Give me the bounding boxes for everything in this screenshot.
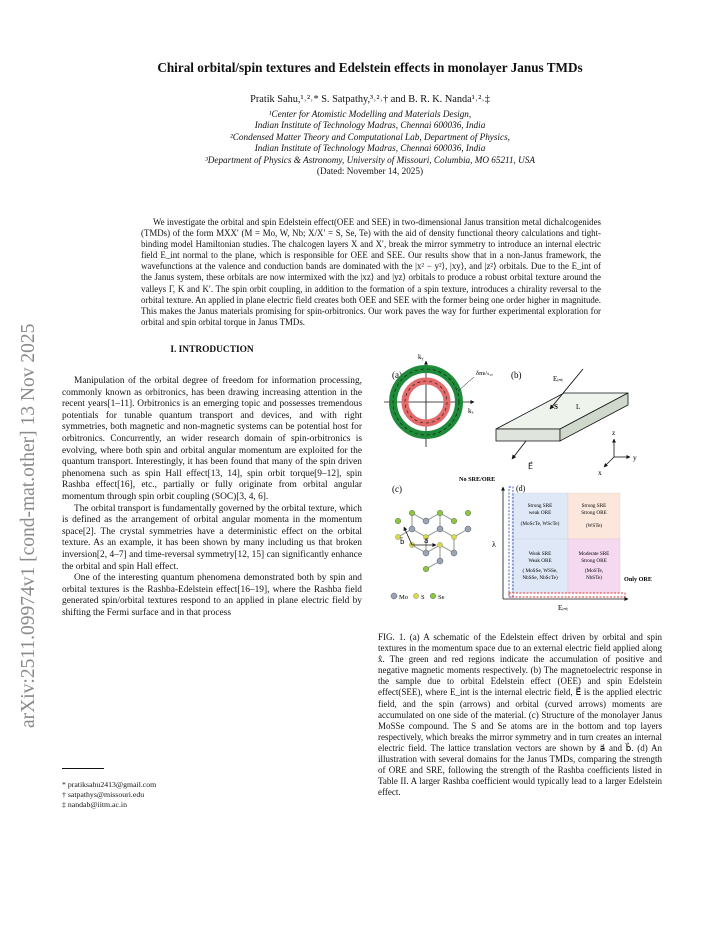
abstract: We investigate the orbital and spin Edelstein effect(OEE and SEE) in two-dimensional Janus transition metal dichalcogenides (TMDs) of the form MXX′ (M = Mo, W, Nb; X/X′ = S, Se, Te) with the aid of density functional theory calculations and tight-binding model Hamiltonian studies. The chalcogen layers X and X′, break the mirror symmetry to introduce an internal electric field E_int normal to the plane, which is responsible for OEE and SEE. Our results show that in a non-Janus framework, the wavefunctions at the valence and conduction bands are dominated with the |x² − y²⟩, |xy⟩, and |z²⟩ orbitals. Due to the E_int of the Janus system, these orbitals are now intermixed with the |xz⟩ and |yz⟩ orbitals to produce a robust orbital texture around the valleys Γ, K and K′. The spin orbit coupling, in addition to the formation of a spin texture, introduces a chirality reversal to the orbital texture. An applied in plane electric field creates both OEE and SEE with the former being one order higher in magnitude. This makes the Janus materials promising for spin-orbitronics. Our work paves the way for further experimental exploration for orbital and spin orbital torque in Janus TMDs. xyxy=(141,217,601,327)
author-list: Pratik Sahu,¹˒²˒* S. Satpathy,³˒²˒† and B. R. K. Nanda¹˒²˒‡ xyxy=(250,94,490,105)
lambda-axis: λ xyxy=(492,540,496,549)
axis-y: y xyxy=(633,453,637,462)
section-heading: I. INTRODUCTION xyxy=(170,345,254,355)
paper-title: Chiral orbital/spin textures and Edelstein effects in monolayer Janus TMDs xyxy=(157,60,583,75)
footnote: * pratiksahu2413@gmail.com xyxy=(62,780,157,789)
applied-field-label: E⃗ xyxy=(528,462,534,471)
cell-bl-line: NbSSe, NbScTe) xyxy=(522,575,558,581)
figure-1 xyxy=(378,347,662,612)
spin-label: S xyxy=(554,403,558,411)
affiliations xyxy=(70,109,670,177)
dm-label: δmₗ/ₛ,ₓ xyxy=(476,370,493,377)
cell-tl-line: (MoScTe, WScTe) xyxy=(520,521,560,527)
axis-x: x xyxy=(598,468,602,477)
cell-br-line: Strong ORE xyxy=(581,558,607,564)
paragraph: One of the interesting quantum phenomena demonstrated both by spin and orbital textures is the Rashba-Edelstein effect[16–19], where the Rashba field generated spin/orbital textures respond to an applied in plane electric field by shifting the Fermi surface and in that process xyxy=(62,573,362,618)
only-ore-label: Only ORE xyxy=(624,576,653,583)
panel-b-slab xyxy=(496,369,637,477)
no-sre-label: No SRE/ORE xyxy=(459,476,496,483)
cell-br-line: Moderate SRE xyxy=(578,551,610,557)
affiliation-line: ³Department of Physics & Astronomy, University of Missouri, Columbia, MO 65211, USA xyxy=(205,154,535,165)
cell-tr-line: Strong ORE xyxy=(581,510,607,516)
panel-c-label: (c) xyxy=(392,484,402,494)
vector-b: b⃗ xyxy=(400,538,405,546)
orbital-label: L xyxy=(576,403,581,411)
affiliation-line: Indian Institute of Technology Madras, Chennai 600036, India xyxy=(254,120,486,131)
cell-tl-line: Strong SRE xyxy=(527,503,553,509)
footnote: ‡ nandab@iitm.ac.in xyxy=(62,800,127,810)
cell-tr-line: Strong SRE xyxy=(581,503,607,509)
footnote: † satpathys@missouri.edu xyxy=(62,790,145,800)
kx-label: kₓ xyxy=(468,407,474,415)
footnote-rule xyxy=(62,768,104,769)
paragraph: Manipulation of the orbital degree of freedom for information processing, commonly known as orbitronics, has been drawing increasing attention in the recent years[1–11]. Orbitronics is an emerging topic and possesses tremendous potentials for tunable quantum transport and devices, and with right symmetries, both magnetic and non-magnetic systems can be potential host for orbitronics. Concurrently, an wider research domain of spin-orbitronics is evolving, where both spin and orbital angular momentum are exploited for the quantum transport. Interestingly, it has been found that many of the spin driven phenomena such as spin Hall effect[13, 14], spin orbit torque[9–12], spin Rashba effect[16], etc., partially or fully originate from orbital angular momentum through spin orbit coupling (SOC)[3, 4, 6]. xyxy=(62,376,362,502)
vector-a: a⃗ xyxy=(424,537,429,545)
dated-line: (Dated: November 14, 2025) xyxy=(316,166,424,177)
arxiv-id: arXiv:2511.09974v1 [cond-mat.other] 13 Nov 2025 xyxy=(18,323,39,728)
footnotes xyxy=(62,780,362,811)
legend-s: S xyxy=(421,594,425,601)
eint-label: Eᵢₙₜ xyxy=(553,375,564,383)
cell-br-line: (MoSTe, xyxy=(584,568,604,574)
axis-z: z xyxy=(612,428,616,437)
cell-bl-line: Weak SRE xyxy=(528,551,552,557)
introduction-body xyxy=(62,376,362,619)
cell-br-line: NbSTe) xyxy=(585,575,603,581)
arxiv-stamp xyxy=(6,300,46,730)
legend-mo: Mo xyxy=(399,594,409,601)
affiliation-line: Indian Institute of Technology Madras, Chennai 600036, India xyxy=(254,143,486,154)
panel-d-label: (d) xyxy=(516,484,526,493)
panel-b-label: (b) xyxy=(511,370,522,380)
affiliation-line: ²Condensed Matter Theory and Computational Lab, Department of Physics, xyxy=(230,131,510,142)
legend-se: Se xyxy=(438,594,445,601)
panel-a-label: (a) xyxy=(392,370,402,380)
cell-tr-line: (WSTe) xyxy=(585,523,603,529)
panel-c-lattice xyxy=(391,484,471,601)
figure-caption: FIG. 1. (a) A schematic of the Edelstein effect driven by orbital and spin textures in the momentum space due to an external electric field applied along x̂. The green and red regions indicate the accumulation of positive and negative magnetic moments respectively. (b) The magnetoelectric response in the sample due to orbital Edelstein effect (OEE) and spin Edelstein effect(SEE), where E_int is the internal electric field, E⃗ is the applied electric field, and the spin (arrows) and orbital (curved arrows) moments are accumulated on one side of the material. (c) Structure of the monolayer Janus MoSSe compound. The S and Se atoms are in the bottom and top layers respectively, which breaks the mirror symmetry and in turn creates an internal electric field. The lattice translation vectors are shown by a⃗ and b⃗. (d) An illustration with several domains for the Janus TMDs, comparing the strength of ORE and SRE, following the strength of the Rashba coefficients listed in Table II. A larger Rashba coefficient would typically lead to a larger Edelstein effect. xyxy=(378,632,662,798)
ky-label: kᵧ xyxy=(418,353,424,361)
panel-d-domains xyxy=(459,476,652,612)
cell-tl-line: weak ORE xyxy=(528,510,552,516)
cell-bl-line: ( MoSSe, WSSe, xyxy=(522,568,558,574)
affiliation-line: ¹Center for Atomistic Modelling and Materials Design, xyxy=(268,109,472,119)
eint-axis: Eᵢₙₜ xyxy=(558,604,569,612)
cell-bl-line: Weak ORE xyxy=(528,558,552,564)
panel-a-texture xyxy=(384,353,493,447)
paragraph: The orbital transport is fundamentally governed by the orbital texture, which is defined as the arrangement of orbital angular momenta in the momentum space[2]. The crystal symmetries have a deterministic effect on the orbital texture. As an example, it has been shown by many including us that broken inversion[2, 4–7] and time-reversal symmetry[12, 15] can significantly enhance the orbital and spin Hall effect. xyxy=(62,503,362,572)
